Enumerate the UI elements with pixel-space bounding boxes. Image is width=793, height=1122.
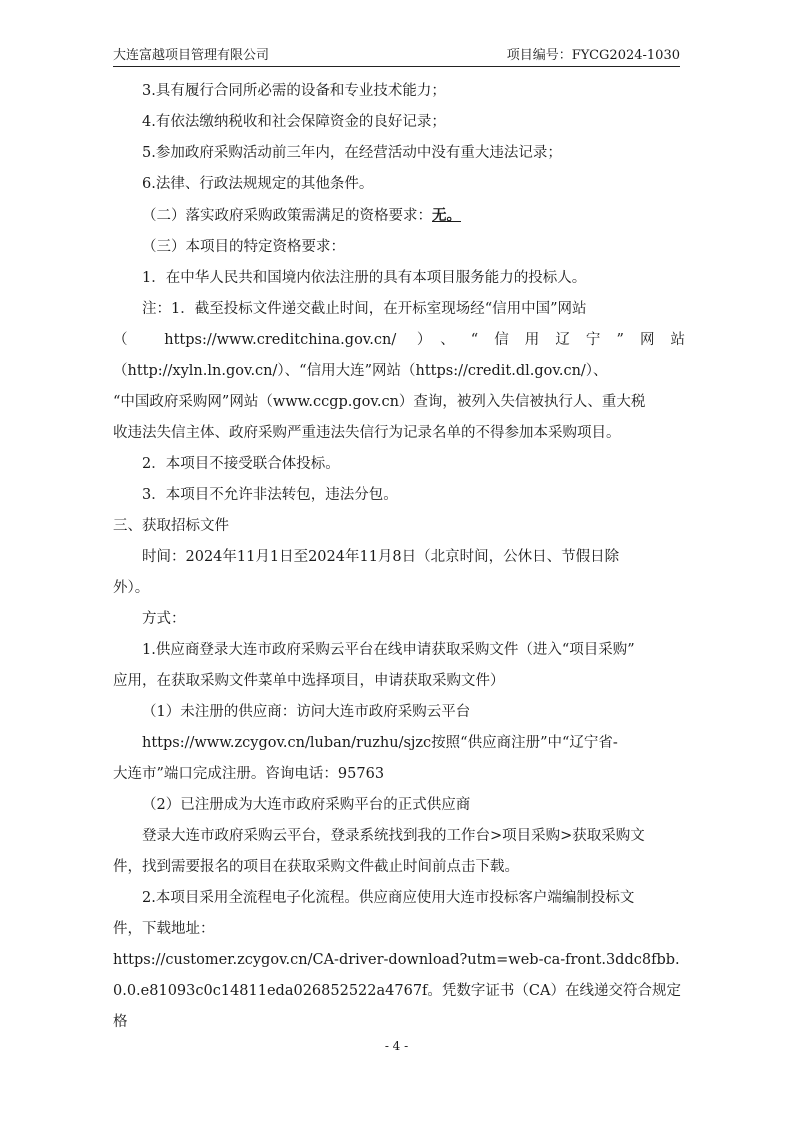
paragraph: 件，找到需要报名的项目在获取采购文件截止时间前点击下载。 (113, 859, 519, 875)
policy-requirement-value: 无。 (432, 207, 461, 224)
page-number: - 4 - (384, 1039, 409, 1053)
paragraph: 方式： (142, 611, 186, 627)
paragraph: 1．在中华人民共和国境内依法注册的具有本项目服务能力的投标人。 (142, 270, 587, 286)
section-heading: 三、获取招标文件 (113, 518, 229, 534)
paragraph: 2．本项目不接受联合体投标。 (142, 456, 340, 472)
paragraph (113, 200, 685, 232)
document-body (113, 76, 685, 1038)
paragraph: 4.有依法缴纳税收和社会保障资金的良好记录； (142, 114, 446, 130)
paragraph: 5.参加政府采购活动前三年内，在经营活动中没有重大违法记录； (142, 145, 562, 161)
paragraph: 应用，在获取采购文件菜单中选择项目，申请获取采购文件） (113, 673, 505, 689)
paragraph: https://www.zcygov.cn/luban/ruzhu/sjzc按照“供应商注册”中“辽宁省- (142, 735, 618, 751)
paragraph: （http://xyln.ln.gov.cn/）、“信用大连”网站（https://credit.dl.gov.cn/）、 (113, 363, 608, 379)
paragraph: 登录大连市政府采购云平台，登录系统找到我的工作台>项目采购>获取采购文 (142, 828, 645, 844)
paragraph: 收违法失信主体、政府采购严重违法失信行为记录名单的不得参加本采购项目。 (113, 425, 621, 441)
project-number: 项目编号：FYCG2024-1030 (506, 48, 680, 63)
paragraph: （三）本项目的特定资格要求： (142, 239, 345, 255)
paragraph: 注：1．截至投标文件递交截止时间，在开标室现场经“信用中国”网站 (142, 301, 587, 317)
paragraph: 6.法律、行政法规规定的其他条件。 (142, 176, 374, 192)
paragraph: 1.供应商登录大连市政府采购云平台在线申请获取采购文件（进入“项目采购” (142, 642, 635, 658)
header-divider (113, 66, 680, 67)
paragraph: 件，下载地址： (113, 921, 215, 937)
company-name: 大连富越项目管理有限公司 (113, 48, 270, 63)
paragraph: “中国政府采购网”网站（www.ccgp.gov.cn）查询，被列入失信被执行人、重大税 (113, 394, 646, 410)
paragraph: 大连市”端口完成注册。咨询电话：95763 (113, 766, 385, 782)
page-header (113, 44, 680, 64)
paragraph: https://customer.zcygov.cn/CA-driver-download?utm=web-ca-front.3ddc8fbb. (113, 952, 680, 968)
paragraph: （2）已注册成为大连市政府采购平台的正式供应商 (142, 797, 471, 813)
paragraph: 3．本项目不允许非法转包，违法分包。 (142, 487, 398, 503)
paragraph: 时间：2024年11月1日至2024年11月8日（北京时间，公休日、节假日除 (142, 549, 620, 565)
paragraph: 0.0.e81093c0c14811eda026852522a4767f。凭数字证书（CA）在线递交符合规定格 (113, 983, 681, 1030)
paragraph: 2.本项目采用全流程电子化流程。供应商应使用大连市投标客户端编制投标文 (142, 890, 635, 906)
policy-requirement-label: （二）落实政府采购政策需满足的资格要求： (142, 208, 432, 224)
paragraph: 3.具有履行合同所必需的设备和专业技术能力； (142, 83, 446, 99)
paragraph: （1）未注册的供应商：访问大连市政府采购云平台 (142, 704, 471, 720)
paragraph: 外）。 (113, 580, 150, 596)
paragraph: （ https://www.creditchina.gov.cn/ ）、“信用辽宁”网站 (113, 332, 685, 348)
